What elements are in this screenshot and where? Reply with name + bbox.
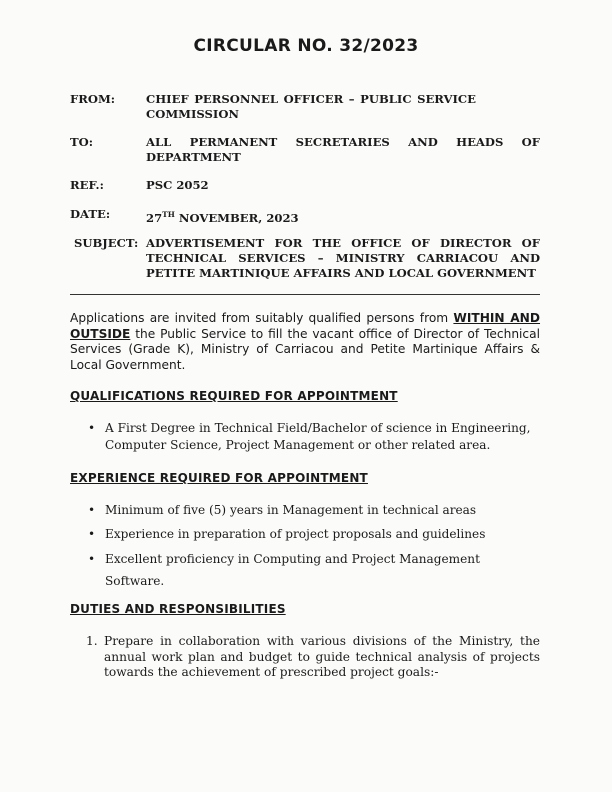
experience-item-text: Experience in preparation of project proposals and guidelines <box>105 527 486 541</box>
experience-heading: EXPERIENCE REQUIRED FOR APPOINTMENT <box>70 471 368 485</box>
bullet-icon: • <box>88 552 96 566</box>
intro-emphasis-2: OUTSIDE <box>70 326 131 341</box>
bullet-icon: • <box>88 503 96 517</box>
duties-heading: DUTIES AND RESPONSIBILITIES <box>70 602 286 616</box>
from-value: CHIEF PERSONNEL OFFICER – PUBLIC SERVICE COMMISSION <box>146 92 476 121</box>
to-row <box>70 135 540 167</box>
date-value <box>146 207 540 226</box>
duty-item-text: Prepare in collaboration with various divisions of the Ministry, the annual work plan and budget to guide technical analysis of projects towards the achievement of prescribed project goals:- <box>104 634 540 679</box>
subject-value: ADVERTISEMENT FOR THE OFFICE OF DIRECTOR OF TECHNICAL SERVICES – MINISTRY CARRIACOU AND PETITE MARTINIQUE AFFAIRS AND LOCAL GOVERNMENT <box>146 236 540 280</box>
intro-text-2: the Public Service to fill the vacant office of Director of Technical Services (Grade K), Ministry of Carriacou and Petite Martinique Affairs & Local Government. <box>70 326 540 372</box>
to-value-line-2: DEPARTMENT <box>146 150 241 164</box>
from-label: FROM: <box>70 92 116 106</box>
date-row <box>70 207 540 223</box>
intro-text-1: Applications are invited from suitably qualified persons from <box>70 311 454 325</box>
bullet-icon: • <box>88 421 96 435</box>
experience-item-text: Excellent proficiency in Computing and Project Management Software. <box>105 552 480 588</box>
header-divider <box>70 294 540 295</box>
ref-label: REF.: <box>70 178 104 192</box>
to-value-line-1: ALL PERMANENT SECRETARIES AND HEADS OF <box>146 135 540 149</box>
qualification-item-text: A First Degree in Technical Field/Bachelor of science in Engineering, Computer Science, Project Management or other related area. <box>105 421 531 452</box>
ref-value: PSC 2052 <box>146 178 209 192</box>
intro-paragraph <box>70 311 540 373</box>
to-value <box>146 135 540 165</box>
bullet-icon: • <box>88 527 96 541</box>
intro-emphasis-1: WITHIN AND <box>453 311 541 325</box>
subject-label: SUBJECT: <box>74 236 139 250</box>
date-label: DATE: <box>70 207 111 221</box>
ref-row <box>70 178 540 194</box>
experience-item-text: Minimum of five (5) years in Management in technical areas <box>105 503 477 517</box>
duty-item-number: 1. <box>86 634 98 648</box>
circular-title: CIRCULAR NO. 32/2023 <box>193 36 419 56</box>
to-label: TO: <box>70 135 94 149</box>
date-day: 27 <box>146 210 163 225</box>
date-suffix: TH <box>162 210 175 219</box>
subject-row <box>74 236 540 284</box>
qualifications-heading: QUALIFICATIONS REQUIRED FOR APPOINTMENT <box>70 389 398 403</box>
date-rest: NOVEMBER, 2023 <box>174 210 299 225</box>
from-row <box>70 92 540 124</box>
